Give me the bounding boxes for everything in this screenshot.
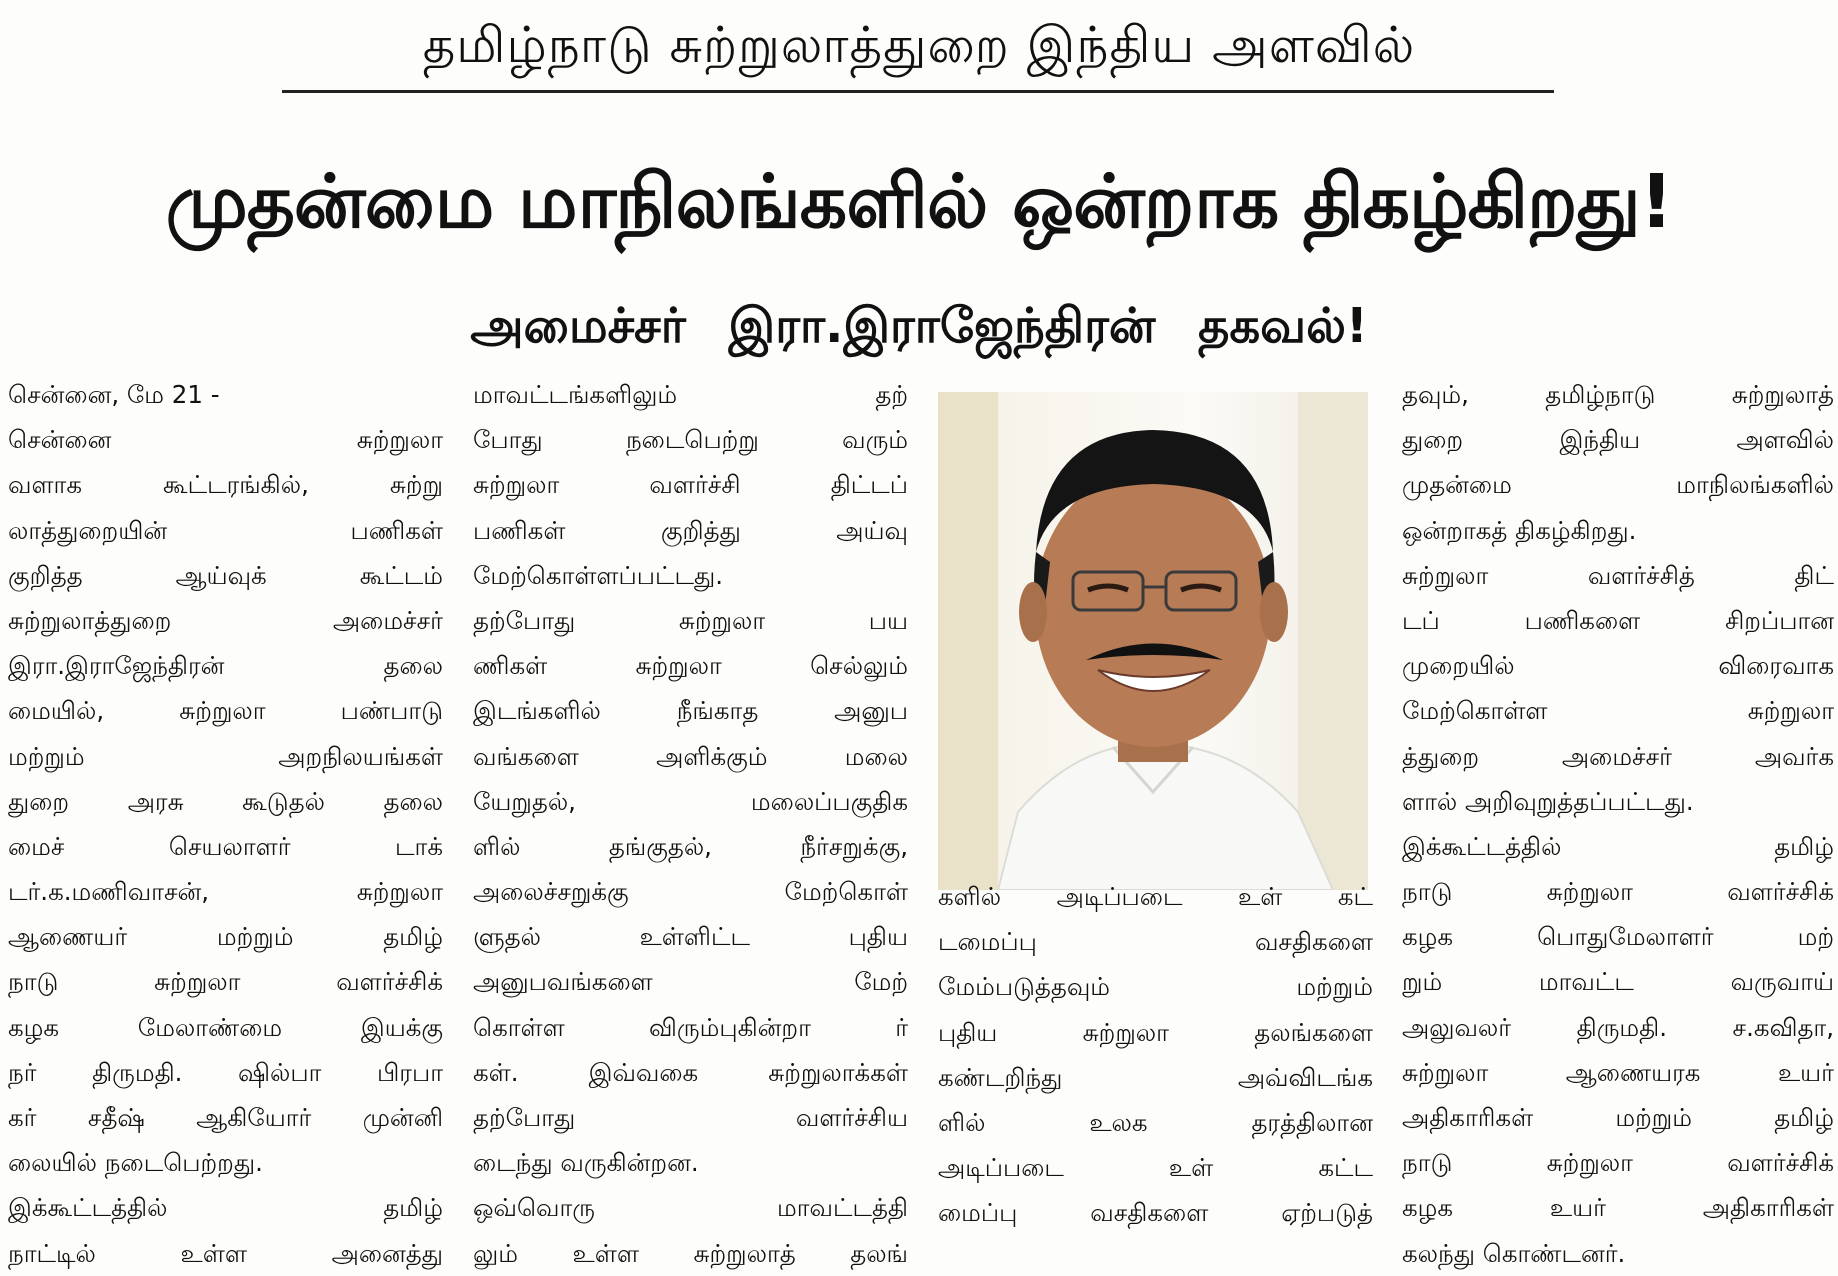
- column-text-line: அலுவலர் திருமதி. ச.கவிதா,: [1402, 1012, 1834, 1042]
- column-text-line: முறையில் விரைவாக: [1402, 651, 1834, 681]
- column-text-line: கழக உயர் அதிகாரிகள்: [1402, 1193, 1834, 1223]
- article-column-1: [8, 372, 443, 1276]
- column-text-line: கலந்து கொண்டனர்.: [1402, 1238, 1626, 1268]
- column-text-line: ஒன்றாகத் திகழ்கிறது.: [1402, 515, 1637, 545]
- column-text-line: இடங்களில் நீங்காத அனுப: [473, 696, 908, 726]
- column-text-line: மேற்கொள்ளப்பட்டது.: [473, 560, 724, 590]
- column-text-line: மாவட்டங்களிலும் தற்: [473, 380, 908, 409]
- subheadline: அமைச்சர் இரா.இராஜேந்திரன் தகவல்!: [470, 298, 1368, 354]
- column-text-line: ளுதல் உள்ளிட்ட புதிய: [473, 922, 908, 952]
- column-text-line: தற்போது சுற்றுலா பய: [473, 605, 908, 635]
- column-text-line: தவும், தமிழ்நாடு சுற்றுலாத்: [1402, 380, 1834, 409]
- minister-photo: [938, 392, 1368, 890]
- column-text-line: போது நடைபெற்று வரும்: [473, 425, 908, 455]
- column-text-line: இரா.இராஜேந்திரன் தலை: [8, 651, 443, 681]
- column-text-line: கள். இவ்வகை சுற்றுலாக்கள்: [473, 1057, 908, 1087]
- column-text-line: லும் உள்ள சுற்றுலாத் தலங்: [473, 1238, 908, 1268]
- column-text-line: ளில் தங்குதல், நீர்சறுக்கு,: [473, 831, 908, 861]
- column-text-line: துறை அரசு கூடுதல் தலை: [8, 786, 443, 816]
- column-text-line: சுற்றுலாத்துறை அமைச்சர்: [8, 605, 443, 635]
- column-text-line: நர் திருமதி. ஷில்பா பிரபா: [8, 1057, 443, 1087]
- column-text-line: சுற்றுலா ஆணையரக உயர்: [1402, 1057, 1834, 1087]
- kicker-headline: தமிழ்நாடு சுற்றுலாத்துறை இந்திய அளவில்: [422, 16, 1416, 74]
- column-text-line: மேம்படுத்தவும் மற்றும்: [938, 972, 1373, 1002]
- column-text-line: களில் அடிப்படை உள் கட்: [938, 882, 1373, 911]
- column-text-line: கண்டறிந்து அவ்விடங்க: [938, 1062, 1373, 1092]
- kicker-underline: [282, 90, 1554, 93]
- column-text-line: கர் சதீஷ் ஆகியோர் முன்னி: [8, 1103, 443, 1132]
- column-text-line: அதிகாரிகள் மற்றும் தமிழ்: [1402, 1103, 1834, 1132]
- column-text-line: டமைப்பு வசதிகளை: [938, 927, 1373, 957]
- column-text-line: குறித்த ஆய்வுக் கூட்டம்: [8, 560, 443, 590]
- column-text-line: டப் பணிகளை சிறப்பான: [1402, 605, 1834, 635]
- column-text-line: டர்.க.மணிவாசன், சுற்றுலா: [8, 877, 443, 907]
- column-text-line: அலைச்சறுக்கு மேற்கொள்: [473, 877, 908, 907]
- column-text-line: வளாக கூட்டரங்கில், சுற்று: [8, 470, 443, 500]
- column-text-line: ஆணையர் மற்றும் தமிழ்: [8, 922, 443, 952]
- column-text-line: மையில், சுற்றுலா பண்பாடு: [8, 696, 443, 726]
- column-text-line: சென்னை, மே 21 -: [8, 380, 220, 409]
- column-text-line: லையில் நடைபெற்றது.: [8, 1148, 263, 1178]
- column-text-line: த்துறை அமைச்சர் அவர்க: [1402, 741, 1834, 771]
- column-text-line: கழக பொதுமேலாளர் மற்: [1402, 922, 1834, 952]
- column-text-line: அனுபவங்களை மேற்: [473, 967, 908, 997]
- column-text-line: சுற்றுலா வளர்ச்சி திட்டப்: [473, 470, 908, 500]
- portrait-illustration: [938, 392, 1368, 890]
- column-text-line: கழக மேலாண்மை இயக்கு: [8, 1012, 443, 1042]
- column-text-line: மைச் செயலாளர் டாக்: [8, 831, 443, 861]
- column-text-line: வங்களை அளிக்கும் மலை: [473, 741, 908, 771]
- main-headline: முதன்மை மாநிலங்களில் ஒன்றாக திகழ்கிறது!: [165, 159, 1673, 245]
- column-text-line: லாத்துறையின் பணிகள்: [8, 515, 443, 545]
- article-column-4: [1402, 372, 1834, 1276]
- column-text-line: றும் மாவட்ட வருவாய்: [1402, 967, 1834, 997]
- column-text-line: இக்கூட்டத்தில் தமிழ்: [1402, 831, 1834, 861]
- column-text-line: நாட்டில் உள்ள அனைத்து: [8, 1238, 443, 1268]
- column-text-line: நாடு சுற்றுலா வளர்ச்சிக்: [1402, 1148, 1834, 1178]
- column-text-line: புதிய சுற்றுலா தலங்களை: [938, 1017, 1373, 1047]
- column-text-line: கொள்ள விரும்புகின்றா ர்: [473, 1012, 908, 1042]
- column-text-line: முதன்மை மாநிலங்களில்: [1402, 470, 1834, 500]
- column-text-line: ணிகள் சுற்றுலா செல்லும்: [473, 651, 908, 681]
- column-text-line: அடிப்படை உள் கட்ட: [938, 1153, 1373, 1183]
- article-column-2: [473, 372, 908, 1276]
- column-text-line: நாடு சுற்றுலா வளர்ச்சிக்: [1402, 877, 1834, 907]
- column-text-line: டைந்து வருகின்றன.: [473, 1148, 699, 1178]
- column-text-line: இக்கூட்டத்தில் தமிழ்: [8, 1193, 443, 1223]
- column-text-line: ஒவ்வொரு மாவட்டத்தி: [473, 1193, 908, 1223]
- column-text-line: சுற்றுலா வளர்ச்சித் திட்: [1402, 560, 1834, 590]
- column-text-line: மேற்கொள்ள சுற்றுலா: [1402, 696, 1834, 726]
- column-text-line: துறை இந்திய அளவில்: [1402, 425, 1834, 455]
- article-column-3: [938, 874, 1373, 1236]
- column-text-line: மற்றும் அறநிலயங்கள்: [8, 741, 443, 771]
- column-text-line: ளால் அறிவுறுத்தப்பட்டது.: [1402, 786, 1694, 816]
- column-text-line: பணிகள் குறித்து அய்வு: [473, 515, 908, 545]
- column-text-line: நாடு சுற்றுலா வளர்ச்சிக்: [8, 967, 443, 997]
- column-text-line: மைப்பு வசதிகளை ஏற்படுத்: [938, 1198, 1373, 1228]
- column-text-line: யேறுதல், மலைப்பகுதிக: [473, 786, 908, 816]
- column-text-line: தற்போது வளர்ச்சிய: [473, 1103, 908, 1132]
- column-text-line: சென்னை சுற்றுலா: [8, 425, 443, 455]
- column-text-line: ளில் உலக தரத்திலான: [938, 1107, 1373, 1137]
